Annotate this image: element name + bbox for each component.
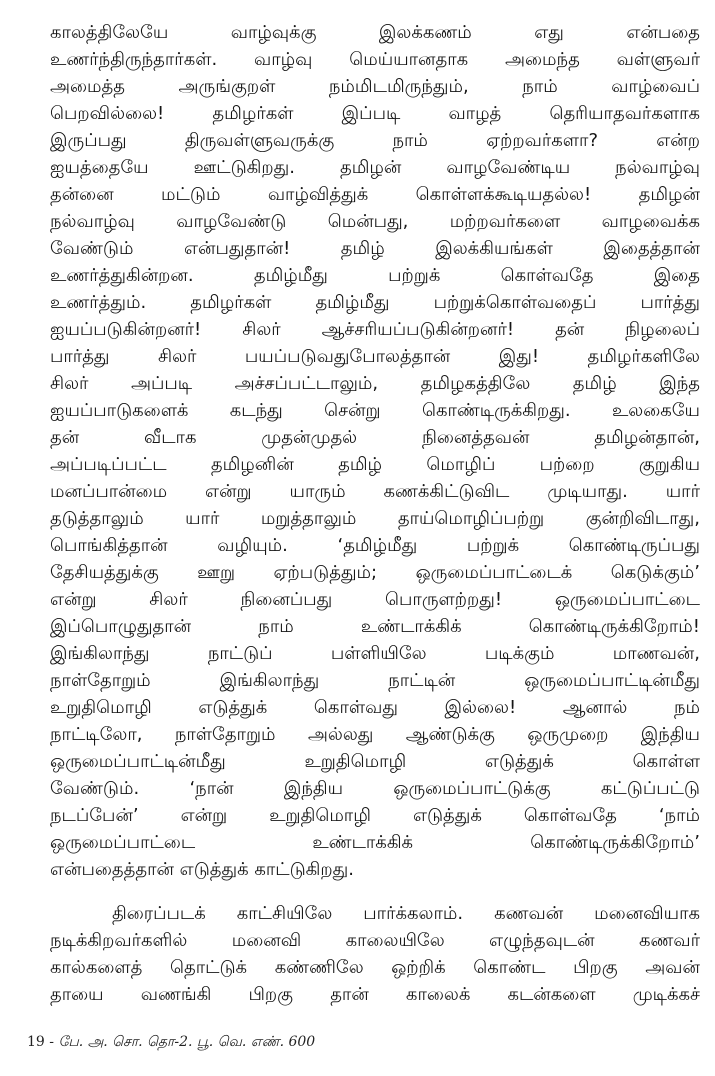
text-line: உணர்த்தும். தமிழர்கள் தமிழ்மீது பற்றுக்கொள்வதைப் பார்த்து: [50, 292, 700, 313]
text-line: அமைத்த அருங்குறள் நம்மிடமிருந்தும், நாம் வாழ்வைப்: [50, 76, 700, 97]
text-line: இருப்பது திருவள்ளுவருக்கு நாம் ஏற்றவர்களா? என்ற: [50, 130, 700, 151]
text-line: தன்னை மட்டும் வாழ்வித்துக் கொள்ளக்கூடியதல்ல! தமிழன்: [50, 184, 700, 205]
page-footer: [27, 1030, 315, 1054]
paragraph-first-line: திரைப்படக் காட்சியிலே பார்க்கலாம். கணவன் மனைவியாக: [112, 903, 700, 924]
text-line: உணர்த்துகின்றன. தமிழ்மீது பற்றுக் கொள்வதே இதை: [50, 265, 700, 286]
text-line: ஐயப்பாடுகளைக் கடந்து சென்று கொண்டிருக்கிறது. உலகையே: [50, 400, 700, 421]
text-line: காலத்திலேயே வாழ்வுக்கு இலக்கணம் எது என்பதை: [50, 22, 700, 43]
text-line: இங்கிலாந்து நாட்டுப் பள்ளியிலே படிக்கும் மாணவன்,: [50, 643, 700, 664]
text-line: கால்களைத் தொட்டுக் கண்ணிலே ஒற்றிக் கொண்ட பிறகு அவன்: [50, 957, 700, 978]
text-line: தாயை வணங்கி பிறகு தான் காலைக் கடன்களை முடிக்கச்: [50, 984, 700, 1005]
text-line: என்று சிலர் நினைப்பது பொருளற்றது! ஒருமைப்பாட்டை: [50, 589, 700, 610]
text-line: ஒருமைப்பாட்டை உண்டாக்கிக் கொண்டிருக்கிறோம்’: [50, 832, 700, 853]
text-line: சிலர் அப்படி அச்சப்பட்டாலும், தமிழகத்திலே தமிழ் இந்த: [50, 373, 700, 394]
text-line: உறுதிமொழி எடுத்துக் கொள்வது இல்லை! ஆனால் நம்: [50, 697, 700, 718]
text-line: ஒருமைப்பாட்டின்மீது உறுதிமொழி எடுத்துக் கொள்ள: [50, 751, 700, 772]
text-line: இப்பொழுதுதான் நாம் உண்டாக்கிக் கொண்டிருக்கிறோம்!: [50, 616, 700, 637]
text-line: நடிக்கிறவர்களில் மனைவி காலையிலே எழுந்தவுடன் கணவர்: [50, 930, 700, 951]
print-reference: பே. அ. சொ. தொ-2. பூ. வெ. எண். 600: [58, 1034, 316, 1050]
text-line: நாட்டிலோ, நாள்தோறும் அல்லது ஆண்டுக்கு ஒருமுறை இந்திய: [50, 724, 700, 745]
text-line: தேசியத்துக்கு ஊறு ஏற்படுத்தும்; ஒருமைப்பாட்டைக் கெடுக்கும்’: [50, 562, 700, 583]
text-line: நல்வாழ்வு வாழவேண்டு மென்பது, மற்றவர்களை வாழவைக்க: [50, 211, 700, 232]
text-line: நாள்தோறும் இங்கிலாந்து நாட்டின் ஒருமைப்பாட்டின்மீது: [50, 670, 700, 691]
text-line: ஐயத்தையே ஊட்டுகிறது. தமிழன் வாழவேண்டிய நல்வாழ்வு: [50, 157, 700, 178]
text-line: ஐயப்படுகின்றனர்! சிலர் ஆச்சரியப்படுகின்றனர்! தன் நிழலைப்: [50, 319, 700, 340]
text-line: என்பதைத்தான் எடுத்துக் காட்டுகிறது.: [50, 859, 355, 880]
page-number: 19 -: [27, 1034, 54, 1050]
text-line: தடுத்தாலும் யார் மறுத்தாலும் தாய்மொழிப்பற்று குன்றிவிடாது,: [50, 508, 700, 529]
text-line: மனப்பான்மை என்று யாரும் கணக்கிட்டுவிட முடியாது. யார்: [50, 481, 700, 502]
text-line: நடப்பேன்’ என்று உறுதிமொழி எடுத்துக் கொள்வதே ‘நாம்: [50, 805, 700, 826]
text-line: வேண்டும் என்பதுதான்! தமிழ் இலக்கியங்கள் இதைத்தான்: [50, 238, 700, 259]
text-line: வேண்டும். ‘நான் இந்திய ஒருமைப்பாட்டுக்கு கட்டுப்பட்டு: [50, 778, 700, 799]
text-line: பார்த்து சிலர் பயப்படுவதுபோலத்தான் இது! தமிழர்களிலே: [50, 346, 700, 367]
text-line: பொங்கித்தான் வழியும். ‘தமிழ்மீது பற்றுக் கொண்டிருப்பது: [50, 535, 700, 556]
text-line: அப்படிப்பட்ட தமிழனின் தமிழ் மொழிப் பற்றை குறுகிய: [50, 454, 700, 475]
text-line: தன் வீடாக முதன்முதல் நினைத்தவன் தமிழன்தான்,: [50, 427, 700, 448]
text-line: உணர்ந்திருந்தார்கள். வாழ்வு மெய்யானதாக அமைந்த வள்ளுவர்: [50, 49, 700, 70]
text-line: பெறவில்லை! தமிழர்கள் இப்படி வாழத் தெரியாதவர்களாக: [50, 103, 700, 124]
